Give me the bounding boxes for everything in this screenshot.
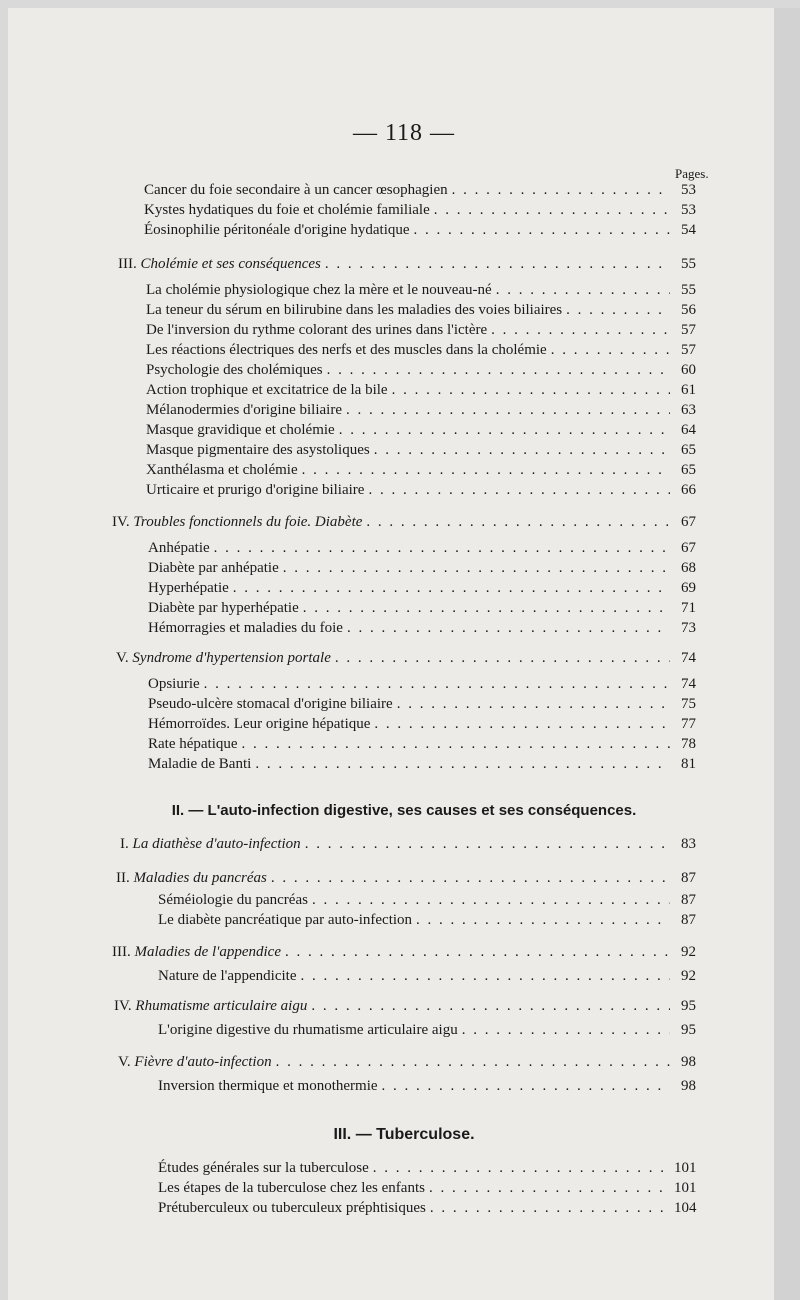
- page-number: — 118 —: [352, 120, 456, 146]
- toc-entry: [146, 340, 696, 360]
- entry-label: Hémorragies et maladies du foie: [148, 620, 343, 636]
- toc-entry: [158, 1158, 696, 1178]
- entry-page: 65: [681, 462, 696, 478]
- entry-page: 61: [681, 382, 696, 398]
- toc-entry: [158, 910, 696, 930]
- entry-page: 87: [681, 912, 696, 928]
- entry-label: Kystes hydatiques du foie et cholémie familiale: [144, 202, 430, 218]
- section-number: V.: [116, 650, 129, 666]
- entry-label: Mélanodermies d'origine biliaire: [146, 402, 342, 418]
- toc-entry: [146, 440, 696, 460]
- entry-label: Les étapes de la tuberculose chez les enfants: [158, 1180, 425, 1196]
- section-page: 55: [681, 256, 696, 272]
- entry-label: Urticaire et prurigo d'origine biliaire: [146, 482, 365, 498]
- toc-entry: [146, 460, 696, 480]
- entry-label: L'origine digestive du rhumatisme articulaire aigu: [158, 1022, 458, 1038]
- entry-label: Anhépatie: [148, 540, 210, 556]
- entry-label: Psychologie des cholémiques: [146, 362, 323, 378]
- entry-label: Masque gravidique et cholémie: [146, 422, 335, 438]
- toc-entry: [158, 1178, 696, 1198]
- toc-entry: [146, 280, 696, 300]
- entry-label: Diabète par anhépatie: [148, 560, 279, 576]
- part-heading: III. — Tuberculose.: [333, 1126, 475, 1143]
- toc-section-heading: [116, 648, 696, 668]
- entry-page: 77: [681, 716, 696, 732]
- entry-label: Nature de l'appendicite: [158, 968, 297, 984]
- entry-label: Diabète par hyperhépatie: [148, 600, 299, 616]
- entry-label: Prétuberculeux ou tuberculeux préphtisiques: [158, 1200, 426, 1216]
- entry-page: 66: [681, 482, 696, 498]
- toc-entry: [148, 618, 696, 638]
- section-number: IV.: [112, 514, 130, 530]
- toc-section-heading: [114, 996, 696, 1016]
- entry-page: 74: [681, 676, 696, 692]
- section-number: IV.: [114, 998, 132, 1014]
- section-number: III.: [118, 256, 137, 272]
- entry-page: 53: [681, 202, 696, 218]
- section-page: 87: [681, 870, 696, 886]
- entry-label: Cancer du foie secondaire à un cancer œsophagien: [144, 182, 448, 198]
- section-title: La diathèse d'auto-infection: [132, 836, 301, 852]
- entry-label: La teneur du sérum en bilirubine dans les maladies des voies biliaires: [146, 302, 563, 318]
- entry-label: Masque pigmentaire des asystoliques: [146, 442, 370, 458]
- toc-entry: [158, 966, 696, 986]
- entry-page: 57: [681, 322, 696, 338]
- toc-entry: [148, 674, 696, 694]
- section-page: 98: [681, 1054, 696, 1070]
- toc-entry: [146, 420, 696, 440]
- section-number: I.: [120, 836, 129, 852]
- entry-page: 75: [681, 696, 696, 712]
- entry-label: La cholémie physiologique chez la mère et le nouveau-né: [146, 282, 492, 298]
- entry-page: 92: [681, 968, 696, 984]
- part-heading: II. — L'auto-infection digestive, ses causes et ses conséquences.: [171, 802, 637, 819]
- toc-entry: [148, 598, 696, 618]
- entry-label: Le diabète pancréatique par auto-infection: [158, 912, 413, 928]
- entry-page: 56: [681, 302, 696, 318]
- section-page: 74: [681, 650, 696, 666]
- section-title: Cholémie et ses conséquences: [140, 256, 321, 272]
- entry-label: Les réactions électriques des nerfs et des muscles dans la cholémie: [146, 342, 547, 358]
- toc-section-heading: [118, 1052, 696, 1072]
- section-title: Troubles fonctionnels du foie. Diabète: [133, 514, 363, 530]
- entry-page: 87: [681, 892, 696, 908]
- section-page: 83: [681, 836, 696, 852]
- entry-page: 81: [681, 756, 696, 772]
- section-title: Fièvre d'auto-infection: [134, 1054, 272, 1070]
- entry-page: 55: [681, 282, 696, 298]
- toc-entry: [146, 400, 696, 420]
- entry-page: 57: [681, 342, 696, 358]
- section-number: V.: [118, 1054, 131, 1070]
- toc-section-heading: [112, 942, 696, 962]
- entry-page: 95: [681, 1022, 696, 1038]
- entry-page: 98: [681, 1078, 696, 1094]
- entry-label: Inversion thermique et monothermie: [158, 1078, 378, 1094]
- entry-label: Études générales sur la tuberculose: [158, 1160, 369, 1176]
- entry-label: Action trophique et excitatrice de la bile: [146, 382, 388, 398]
- toc-section-heading: [112, 512, 696, 532]
- toc-entry: [148, 538, 696, 558]
- entry-label: Séméiologie du pancréas: [158, 892, 308, 908]
- toc-entry: [148, 694, 696, 714]
- entry-page: 73: [681, 620, 696, 636]
- toc-entry: [144, 200, 696, 220]
- document-page: [8, 8, 800, 1300]
- toc-entry: [146, 300, 696, 320]
- section-page: 92: [681, 944, 696, 960]
- toc-entry: [146, 380, 696, 400]
- entry-page: 101: [674, 1180, 697, 1196]
- entry-page: 54: [681, 222, 696, 238]
- entry-page: 60: [681, 362, 696, 378]
- toc-entry: [148, 558, 696, 578]
- section-page: 67: [681, 514, 696, 530]
- entry-label: Rate hépatique: [148, 736, 238, 752]
- entry-label: Hémorroïdes. Leur origine hépatique: [148, 716, 371, 732]
- entry-label: Xanthélasma et cholémie: [146, 462, 298, 478]
- toc-entry: [146, 360, 696, 380]
- toc-entry: [158, 890, 696, 910]
- toc-section-heading: [116, 868, 696, 888]
- entry-page: 78: [681, 736, 696, 752]
- entry-page: 53: [681, 182, 696, 198]
- entry-page: 63: [681, 402, 696, 418]
- toc-entry: [158, 1020, 696, 1040]
- toc-section-heading: [120, 834, 696, 854]
- entry-page: 65: [681, 442, 696, 458]
- toc-entry: [148, 734, 696, 754]
- toc-entry: [144, 220, 696, 240]
- entry-page: 69: [681, 580, 696, 596]
- entry-page: 68: [681, 560, 696, 576]
- entry-page: 101: [674, 1160, 697, 1176]
- toc-entry: [158, 1076, 696, 1096]
- entry-page: 71: [681, 600, 696, 616]
- table-of-contents: [8, 8, 800, 1300]
- entry-label: Éosinophilie péritonéale d'origine hydatique: [144, 222, 410, 238]
- section-title: Syndrome d'hypertension portale: [132, 650, 331, 666]
- toc-entry: [146, 320, 696, 340]
- entry-page: 67: [681, 540, 696, 556]
- entry-label: Opsiurie: [148, 676, 200, 692]
- entry-label: Hyperhépatie: [148, 580, 229, 596]
- toc-entry: [148, 578, 696, 598]
- toc-entry: [148, 754, 696, 774]
- entry-label: Maladie de Banti: [148, 756, 252, 772]
- toc-entry: [148, 714, 696, 734]
- toc-section-heading: [118, 254, 696, 274]
- entry-label: Pseudo-ulcère stomacal d'origine biliaire: [148, 696, 393, 712]
- section-page: 95: [681, 998, 696, 1014]
- section-number: II.: [116, 870, 130, 886]
- entry-page: 104: [674, 1200, 697, 1216]
- section-number: III.: [112, 944, 131, 960]
- entry-page: 64: [681, 422, 696, 438]
- section-title: Maladies de l'appendice: [134, 944, 281, 960]
- entry-label: De l'inversion du rythme colorant des urines dans l'ictère: [146, 322, 488, 338]
- section-title: Rhumatisme articulaire aigu: [135, 998, 308, 1014]
- toc-entry: [144, 180, 696, 200]
- toc-entry: [158, 1198, 696, 1218]
- pages-column-label: Pages.: [675, 166, 709, 181]
- section-title: Maladies du pancréas: [133, 870, 267, 886]
- toc-entry: [146, 480, 696, 500]
